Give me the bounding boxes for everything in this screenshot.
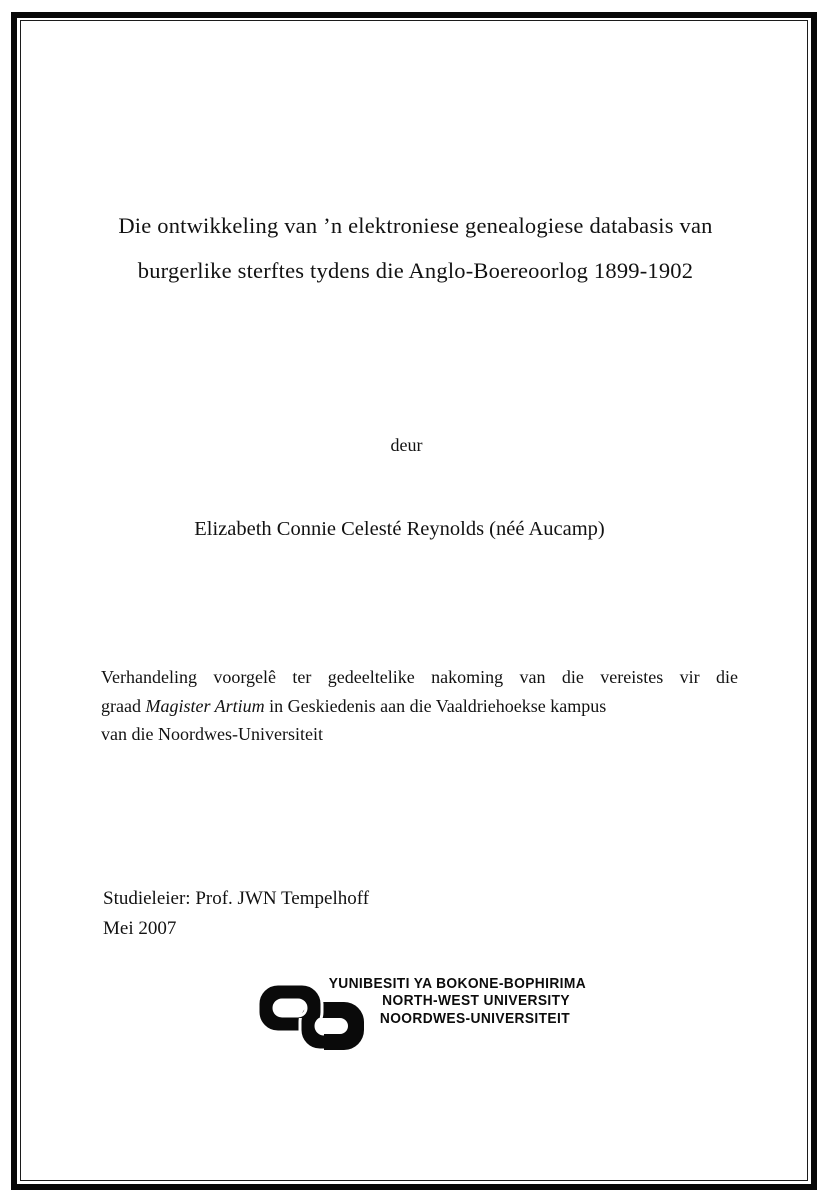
supervisor-block bbox=[103, 884, 369, 944]
thesis-title-line-2: burgerlike sterftes tydens die Anglo-Boereoorlog 1899-1902 bbox=[137, 258, 694, 283]
submission-statement bbox=[101, 663, 738, 749]
date-line: Mei 2007 bbox=[103, 918, 177, 939]
university-logo-text bbox=[328, 976, 587, 1028]
logo-text-setswana: YUNIBESITI YA BOKONE-BOPHIRIMA bbox=[328, 976, 587, 992]
logo-text-english: NORTH-WEST UNIVERSITY bbox=[382, 993, 570, 1010]
university-logo bbox=[258, 974, 588, 1056]
statement-line-2 bbox=[101, 692, 738, 721]
thesis-title bbox=[45, 203, 786, 293]
logo-text-afrikaans: NOORDWES-UNIVERSITEIT bbox=[379, 1010, 570, 1027]
degree-name-italic: Magister Artium bbox=[145, 695, 265, 716]
statement-line-1: Verhandeling voorgelê ter gedeeltelike nakoming van die vereistes vir die bbox=[101, 667, 738, 687]
statement-line-3: van die Noordwes-Universiteit bbox=[101, 724, 323, 744]
thesis-title-line-1: Die ontwikkeling van ’n elektroniese genealogiese databasis van bbox=[118, 213, 713, 238]
author-name: Elizabeth Connie Celesté Reynolds (néé Aucamp) bbox=[194, 518, 605, 540]
statement-line-2-post: in Geskiedenis aan die Vaaldriehoekse kampus bbox=[269, 695, 607, 716]
statement-line-2-pre: graad bbox=[101, 695, 141, 716]
byline-deur: deur bbox=[390, 435, 423, 455]
supervisor-line: Studieleier: Prof. JWN Tempelhoff bbox=[103, 888, 370, 909]
